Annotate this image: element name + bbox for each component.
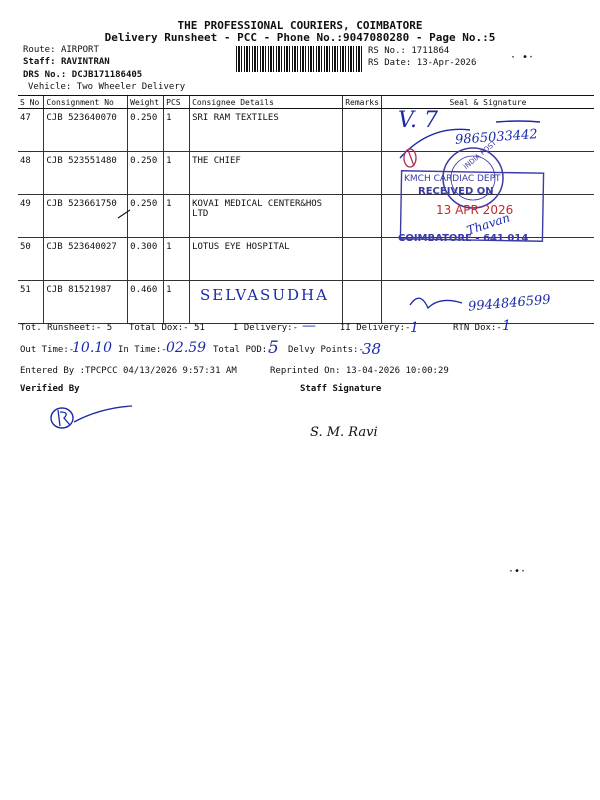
cell-pcs: 1 <box>164 195 190 238</box>
cell-consignee: THE CHIEF <box>190 152 343 195</box>
summary-delvy-points: Delvy Points:- <box>288 345 364 355</box>
vehicle-value: Two Wheeler Delivery <box>76 82 186 92</box>
cell-weight: 0.250 <box>128 195 164 238</box>
stamp-date: 13 APR 2026 <box>436 203 514 217</box>
verified-by-signature <box>40 398 150 438</box>
col-weight: Weight <box>128 96 164 109</box>
cell-consignment: CJB 523640027 <box>44 238 128 281</box>
rs-date-value: 13-Apr-2026 <box>416 58 477 68</box>
staff-line <box>23 57 110 67</box>
stamp-received: RECEIVED ON <box>418 186 494 197</box>
cell-sno: 51 <box>18 281 44 324</box>
rs-no-value: 1711864 <box>411 46 450 56</box>
summary-total-pod: Total POD:- <box>213 345 273 355</box>
row5-signature-stroke <box>410 298 462 308</box>
document-title: THE PROFESSIONAL COURIERS, COIMBATORE <box>177 19 423 32</box>
summary-rtn-dox: RTN Dox:- <box>453 323 502 333</box>
cell-consignee: KOVAI MEDICAL CENTER&HOS LTD <box>190 195 343 238</box>
stamp-dept: KMCH CARDIAC DEPT <box>404 174 501 184</box>
summary-ii-delivery: II Delivery:- <box>340 323 411 333</box>
rs-date-line <box>368 58 476 68</box>
stamp-place: COIMBATORE - 641 014 <box>398 233 529 244</box>
out-time-value: 10.10 <box>72 340 113 356</box>
row3-tick-mark <box>118 210 130 218</box>
cell-weight: 0.250 <box>128 109 164 152</box>
cell-consignment: CJB 523661750 <box>44 195 128 238</box>
cell-consignee: SRI RAM TEXTILES <box>190 109 343 152</box>
scan-mark-lower: ·•⋅ <box>508 566 527 577</box>
col-pcs: PCS <box>164 96 190 109</box>
row1-signature: V. 7 <box>398 108 439 133</box>
row3-signature: Thavan <box>464 210 512 238</box>
cell-sno: 48 <box>18 152 44 195</box>
round-stamp-text: INDIA POST <box>462 139 499 171</box>
col-consignment: Consignment No <box>44 96 128 109</box>
drs-value: DCJB171186405 <box>71 70 143 80</box>
verified-signature-letter <box>58 410 70 426</box>
summary-entered-by: Entered By :TPCPCC 04/13/2026 9:57:31 AM <box>20 366 237 376</box>
cell-sno: 50 <box>18 238 44 281</box>
cell-weight: 0.460 <box>128 281 164 324</box>
rs-date-label: RS Date: <box>368 58 412 68</box>
verified-by-label: Verified By <box>20 384 80 394</box>
summary-in-time: In Time:- <box>118 345 167 355</box>
vehicle-label: Vehicle: <box>28 82 72 92</box>
row5-name: SELVASUDHA <box>200 286 329 304</box>
cell-consignment: CJB 523551480 <box>44 152 128 195</box>
i-delivery-value: — <box>302 318 316 334</box>
cell-pcs: 1 <box>164 238 190 281</box>
col-sno: S No <box>18 96 44 109</box>
cell-weight: 0.250 <box>128 152 164 195</box>
document-subtitle: Delivery Runsheet - PCC - Phone No.:9047080280 - Page No.:5 <box>104 31 496 44</box>
cell-consignment: CJB 81521987 <box>44 281 128 324</box>
col-consignee: Consignee Details <box>190 96 343 109</box>
col-remarks: Remarks <box>343 96 382 109</box>
cell-pcs: 1 <box>164 152 190 195</box>
scan-mark: · •⋅ <box>510 52 535 63</box>
delivery-points-value: 38 <box>362 340 382 358</box>
cell-consignee: LOTUS EYE HOSPITAL <box>190 238 343 281</box>
col-seal-signature: Seal & Signature <box>381 96 594 109</box>
route-line <box>23 45 99 55</box>
cell-sno: 49 <box>18 195 44 238</box>
route-value: AIRPORT <box>60 45 99 55</box>
ii-delivery-value: 1 <box>410 320 419 336</box>
in-time-value: 02.59 <box>166 340 207 356</box>
staff-signature-label: Staff Signature <box>300 384 382 394</box>
staff-label: Staff: <box>23 57 56 67</box>
verified-signature-tail <box>74 406 132 422</box>
total-pod-value: 5 <box>268 338 279 358</box>
drs-label: DRS No.: <box>23 70 67 80</box>
cell-sno: 47 <box>18 109 44 152</box>
rs-no-line <box>368 46 449 56</box>
cell-consignment: CJB 523640070 <box>44 109 128 152</box>
summary-total-dox: Total Dox:- 51 <box>129 323 205 333</box>
staff-value: RAVINTRAN <box>60 57 110 67</box>
drs-line <box>23 70 142 80</box>
summary-tot-runsheet: Tot. Runsheet:- 5 <box>20 323 113 333</box>
summary-out-time: Out Time:- <box>20 345 75 355</box>
route-label: Route: <box>23 45 56 55</box>
summary-i-delivery: I Delivery:- <box>233 323 299 333</box>
cell-pcs: 1 <box>164 281 190 324</box>
row5-phone: 9944846599 <box>467 292 552 315</box>
row1-phone: 9865033442 <box>454 127 539 148</box>
rtn-dox-value: 1 <box>502 318 511 334</box>
rs-no-label: RS No.: <box>368 46 406 56</box>
summary-reprinted-on: Reprinted On: 13-04-2026 10:00:29 <box>270 366 449 376</box>
staff-signature: S. M. Ravi <box>310 425 378 440</box>
barcode <box>236 46 364 72</box>
cell-weight: 0.300 <box>128 238 164 281</box>
cell-pcs: 1 <box>164 109 190 152</box>
vehicle-line <box>28 82 185 92</box>
